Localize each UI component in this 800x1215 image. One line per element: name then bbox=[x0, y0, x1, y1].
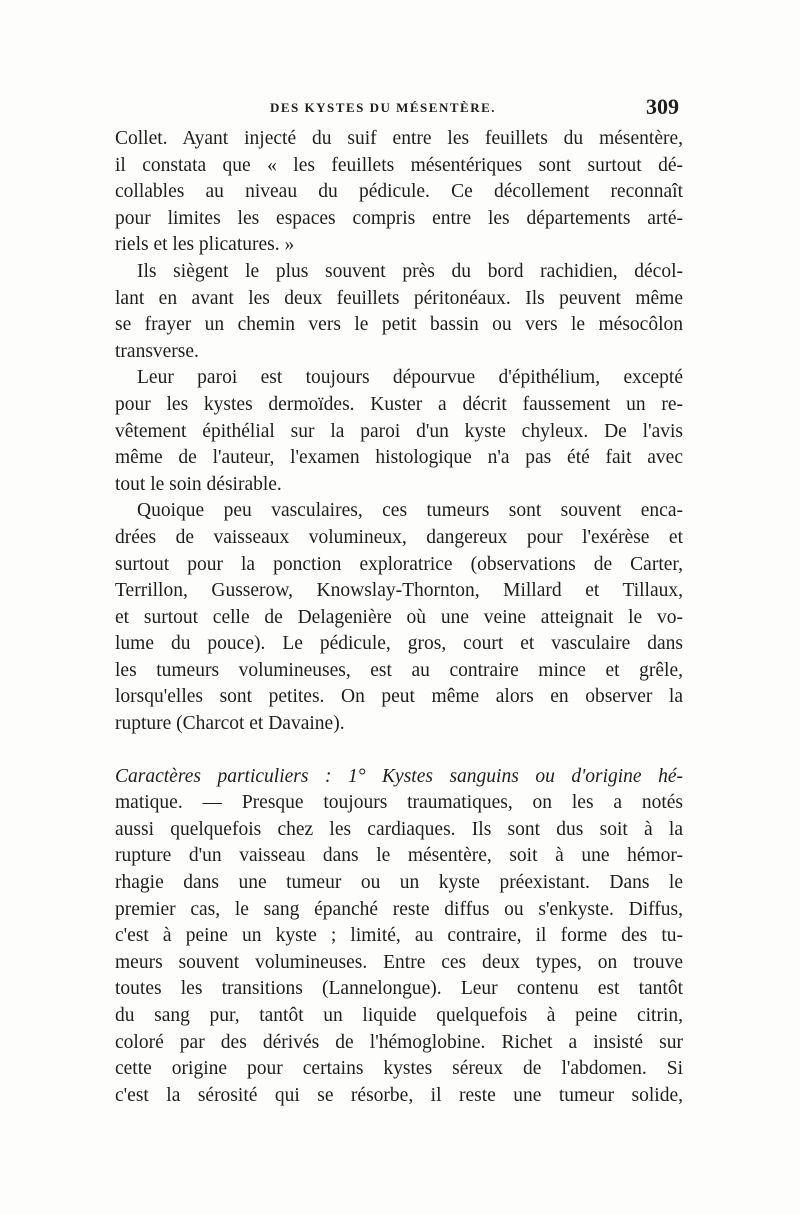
text-line: drées de vaisseaux volumineux, dangereux pour l'exérèse et bbox=[115, 526, 683, 548]
text-line: collables au niveau du pédicule. Ce décollement reconnaît bbox=[115, 181, 683, 203]
page-number: 309 bbox=[646, 94, 679, 119]
text-line: Terrillon, Gusserow, Knowslay-Thornton, Millard et Tillaux, bbox=[115, 580, 683, 602]
text-line: aussi quelquefois chez les cardiaques. Ils sont dus soit à la bbox=[115, 818, 683, 840]
text-line: du sang pur, tantôt un liquide quelquefois à peine citrin, bbox=[115, 1005, 683, 1026]
text-line: Collet. Ayant injecté du suif entre les feuillets du mésentère, bbox=[115, 128, 683, 149]
text-line: lume du pouce). Le pédicule, gros, court et vasculaire dans bbox=[115, 633, 683, 655]
text-line: pour limites les espaces compris entre les départements arté- bbox=[115, 207, 683, 229]
text-line: premier cas, le sang épanché reste diffus ou s'enkyste. Diffus, bbox=[115, 898, 683, 920]
text-line: c'est à peine un kyste ; limité, au contraire, il forme des tu- bbox=[115, 925, 683, 947]
text-line: tout le soin désirable. bbox=[115, 473, 282, 495]
text-line: toutes les transitions (Lannelongue). Leur contenu est tantôt bbox=[115, 978, 683, 1000]
text-line: et surtout celle de Delagenière où une veine atteignait le vo- bbox=[115, 606, 683, 628]
text-line: Leur paroi est toujours dépourvue d'épithélium, excepté bbox=[137, 367, 683, 389]
text-line: riels et les plicatures. » bbox=[115, 234, 295, 256]
text-line: rhagie dans une tumeur ou un kyste préexistant. Dans le bbox=[115, 872, 683, 894]
text-line: matique. — Presque toujours traumatiques, on les a notés bbox=[115, 792, 683, 814]
text-line: lant en avant les deux feuillets péritonéaux. Ils peuvent même bbox=[115, 287, 683, 309]
text-line: même de l'auteur, l'examen histologique n'a pas été fait avec bbox=[115, 447, 683, 469]
running-head bbox=[0, 96, 800, 122]
text-line: rupture (Charcot et Davaine). bbox=[115, 713, 345, 735]
text-line: surtout pour la ponction exploratrice (observations de Carter, bbox=[115, 553, 683, 575]
section-gap bbox=[115, 738, 683, 764]
text-line: pour les kystes dermoïdes. Kuster a décrit faussement un re- bbox=[115, 393, 683, 415]
text-line: coloré par des dérivés de l'hémoglobine. Richet a insisté sur bbox=[115, 1031, 683, 1053]
text-line: Ils siègent le plus souvent près du bord rachidien, décol- bbox=[137, 260, 683, 282]
text-line: les tumeurs volumineuses, est au contraire mince et grêle, bbox=[115, 659, 683, 681]
text-line: meurs souvent volumineuses. Entre ces deux types, on trouve bbox=[115, 951, 683, 973]
text-line: cette origine pour certains kystes séreux de l'abdomen. Si bbox=[115, 1058, 683, 1080]
text-line: lorsqu'elles sont petites. On peut même alors en observer la bbox=[115, 686, 683, 708]
text-line: transverse. bbox=[115, 340, 199, 362]
text-line: Caractères particuliers : 1° Kystes sanguins ou d'origine hé- bbox=[115, 765, 683, 787]
text-line: Quoique peu vasculaires, ces tumeurs sont souvent enca- bbox=[137, 500, 683, 522]
running-title: DES KYSTES DU MÉSENTÈRE. bbox=[270, 100, 496, 115]
body-text bbox=[115, 126, 683, 1109]
text-line: rupture d'un vaisseau dans le mésentère, soit à une hémor- bbox=[115, 845, 683, 867]
text-line: c'est la sérosité qui se résorbe, il reste une tumeur solide, bbox=[115, 1084, 683, 1106]
text-line: vêtement épithélial sur la paroi d'un kyste chyleux. De l'avis bbox=[115, 420, 683, 442]
text-line: se frayer un chemin vers le petit bassin ou vers le mésocôlon bbox=[115, 314, 683, 336]
text-line: il constata que « les feuillets mésentériques sont surtout dé- bbox=[115, 154, 683, 176]
